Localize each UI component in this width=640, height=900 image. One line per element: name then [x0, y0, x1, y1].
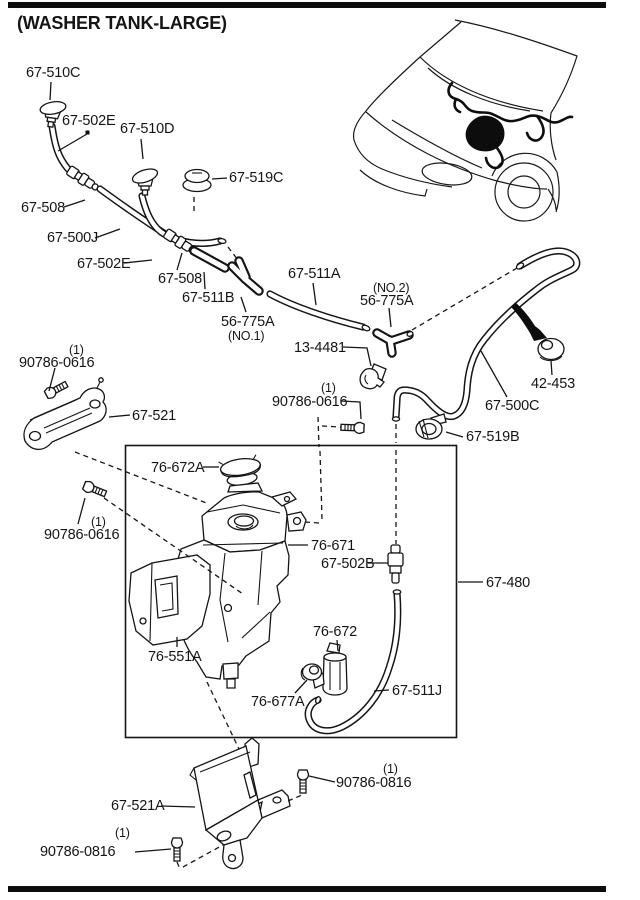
label-90786-0616-1: 90786-0616	[19, 355, 95, 371]
label-42-453: 42-453	[531, 376, 575, 392]
bolt-90786-0816-1	[298, 770, 309, 793]
label-67-511A: 67-511A	[288, 266, 341, 282]
label-76-551A: 76-551A	[148, 649, 202, 665]
label-67-511B: 67-511B	[182, 290, 235, 306]
label-76-672: 76-672	[313, 624, 357, 640]
label-67-519B: 67-519B	[466, 429, 520, 445]
label-90786-0616-2: 90786-0616	[272, 394, 348, 410]
bottom-rule	[8, 886, 606, 892]
label-qty-1c: (1)	[91, 515, 106, 529]
hose-511j	[308, 590, 401, 731]
label-no2: (NO.2)	[373, 281, 410, 295]
y-connector-56775a-no1	[232, 261, 259, 291]
label-qty-1b: (1)	[321, 381, 336, 395]
elbow-56775a-no2	[377, 331, 414, 353]
label-56-775A-no2: 56-775A	[360, 293, 414, 309]
label-90786-0816-1: 90786-0816	[336, 775, 412, 791]
hose-500c	[392, 251, 576, 421]
label-67-508-2: 67-508	[158, 271, 202, 287]
bolt-90786-0616-2	[82, 480, 107, 499]
label-no1: (NO.1)	[228, 329, 265, 343]
label-67-500J: 67-500J	[47, 230, 98, 246]
label-67-519C: 67-519C	[229, 170, 284, 186]
insertion-arrow-icon	[511, 303, 547, 341]
grommet-519c-icon	[183, 170, 211, 192]
bolt-90786-0616-1	[44, 379, 69, 400]
label-67-510C: 67-510C	[26, 65, 81, 81]
bolt-90786-0816-2	[172, 838, 183, 861]
label-67-508-1: 67-508	[21, 200, 65, 216]
label-90786-0816-2: 90786-0816	[40, 844, 116, 860]
car-illustration	[354, 20, 577, 221]
clamp-519b-icon	[416, 414, 446, 439]
label-56-775A-no1: 56-775A	[221, 314, 275, 330]
label-90786-0616-3: 90786-0616	[44, 527, 120, 543]
label-67-502E-1: 67-502E	[62, 113, 116, 129]
label-67-511J: 67-511J	[392, 683, 442, 699]
label-67-502E-2: 67-502E	[77, 256, 131, 272]
label-67-521A: 67-521A	[111, 798, 165, 814]
label-qty-1e: (1)	[115, 826, 130, 840]
grommet-76-677a-icon	[301, 664, 321, 680]
hose-511a	[270, 294, 371, 332]
nozzle-510d-icon	[131, 166, 159, 195]
label-67-480: 67-480	[486, 575, 530, 591]
leader-lines	[49, 82, 552, 852]
label-76-677A: 76-677A	[251, 694, 305, 710]
hose-510c	[52, 126, 68, 169]
top-rule	[8, 2, 606, 8]
diagram-title: (WASHER TANK-LARGE)	[17, 13, 227, 33]
connector-67-502b-icon	[388, 545, 403, 583]
bolt-90786-0616-3	[341, 422, 364, 434]
hose-510d	[142, 196, 226, 244]
coupler-508-1	[66, 165, 101, 193]
label-67-521: 67-521	[132, 408, 176, 424]
label-67-502B: 67-502B	[321, 556, 375, 572]
label-67-510D: 67-510D	[120, 121, 175, 137]
label-76-671: 76-671	[311, 538, 355, 554]
dashed-lines	[75, 197, 520, 869]
label-76-672A: 76-672A	[151, 460, 205, 476]
clip-13-4481-icon	[360, 364, 386, 389]
bracket-67-521a	[190, 738, 290, 869]
washer-harness-highlight	[449, 83, 572, 168]
grommet-42-453-icon	[538, 339, 564, 361]
label-67-500C: 67-500C	[485, 398, 540, 414]
hose-511b	[194, 251, 225, 268]
label-13-4481: 13-4481	[294, 340, 346, 356]
label-qty-1a: (1)	[69, 343, 84, 357]
label-qty-1d: (1)	[383, 762, 398, 776]
